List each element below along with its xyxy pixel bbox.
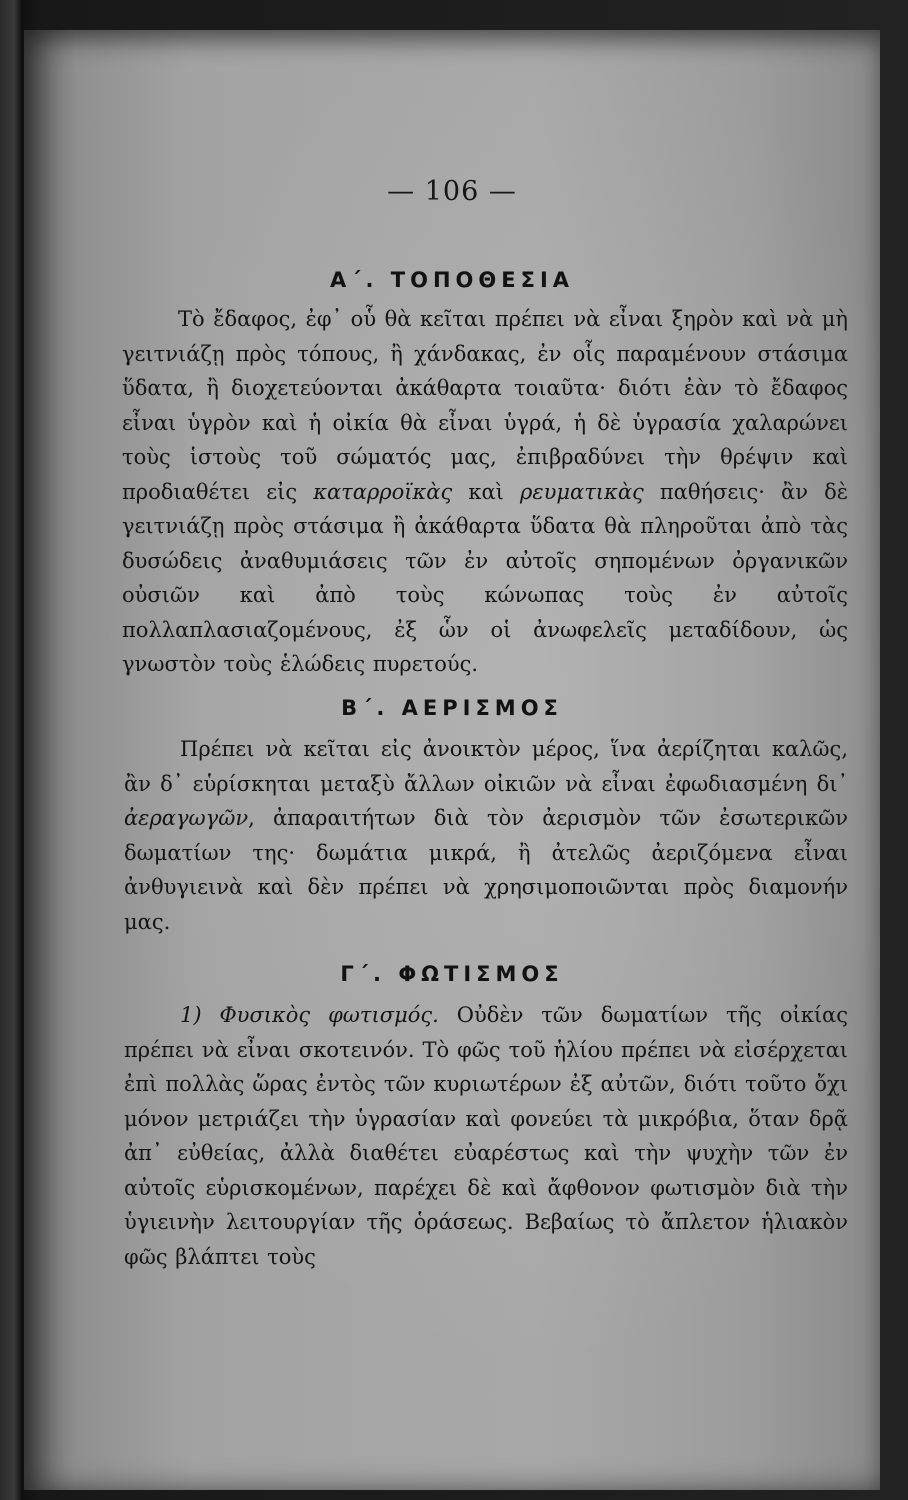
paragraph-text: Οὐδὲν τῶν δωματίων τῆς οἰκίας πρέπει νὰ εἶναι σκοτεινόν. Τὸ φῶς τοῦ ἡλίου πρέπει νὰ εἰσέρχεται ἐπὶ πολλὰς ὥρας ἐντὸς τῶν κυριωτέρων ἐξ αὐτῶν, διότι τοῦτο ὄχι μόνον μετριάζει τὴν ὑγρασίαν καὶ φονεύει τὰ μικρόβια, ὅταν δρᾷ ἀπ᾽ εὐθείας, ἀλλὰ διαθέτει εὐαρέστως καὶ τὴν ψυχὴν τῶν ἐν αὐτοῖς εὑρισκομένων, παρέχει δὲ καὶ ἄφθονον φωτισμὸν διὰ τὴν ὑγιεινὴν λειτουργίαν τῆς ὁράσεως. Βεβαίως τὸ ἄπλετον ἡλιακὸν φῶς βλάπτει τοὺς (124, 1003, 849, 1269)
paragraph-text: παθήσεις· ἂν δὲ γειτνιάζῃ πρὸς στάσιμα ἢ ἀκάθαρτα ὕδατα θὰ πληροῦται ἀπὸ τὰς δυσώδεις ἀναθυμιάσεις τῶν ἐν αὐτοῖς σηπομένων ὀργανικῶν οὐσιῶν καὶ ἀπὸ τοὺς κώνωπας τοὺς ἐν αὐτοῖς πολλαπλασιαζομένους, ἐξ ὧν οἱ ἀνωφελεῖς μεταδίδουν, ὡς γνωστὸν τοὺς ἑλώδεις πυρετούς. (122, 479, 849, 676)
page-number: — 106 — (387, 176, 517, 207)
section-paragraph-topothesia (122, 302, 848, 682)
section-heading-topothesia: Α΄. ΤΟΠΟΘΕΣΙΑ (329, 268, 575, 292)
section-paragraph-aerismos (124, 732, 848, 939)
section-paragraph-fotismos (124, 998, 848, 1274)
italic-term: ἀεραγωγῶν (124, 806, 249, 830)
italic-term: καταρροϊκὰς (313, 479, 453, 504)
paragraph-text: καὶ (452, 479, 520, 504)
italic-term: 1) Φυσικὸς φωτισμός. (180, 1003, 439, 1027)
book-page (24, 30, 880, 1490)
section-heading-fotismos: Γ΄. ΦΩΤΙΣΜΟΣ (340, 962, 564, 986)
paragraph-text: Πρέπει νὰ κεῖται εἰς ἀνοικτὸν μέρος, ἵνα ἀερίζηται καλῶς, ἂν δ᾽ εὑρίσκηται μεταξὺ ἄλλων οἰκιῶν νὰ εἶναι ἐφωδιασμένη δι᾽ (124, 737, 848, 796)
section-heading-aerismos: Β΄. ΑΕΡΙΣΜΟΣ (341, 696, 563, 720)
paragraph-text: Τὸ ἔδαφος, ἐφ᾽ οὗ θὰ κεῖται πρέπει νὰ εἶναι ξηρὸν καὶ νὰ μὴ γειτνιάζῃ πρὸς τόπους, ἢ χάνδακας, ἐν οἷς παραμένουν στάσιμα ὕδατα, ἢ διοχετεύονται ἀκάθαρτα τοιαῦτα· διότι ἐὰν τὸ ἔδαφος εἶναι ὑγρὸν καὶ ἡ οἰκία θὰ εἶναι ὑγρά, ἡ δὲ ὑγρασία χαλαρώνει τοὺς ἱστοὺς τοῦ σώματός μας, ἐπιβραδύνει τὴν θρέψιν καὶ προδιαθέτει εἰς (122, 307, 848, 504)
italic-term: ρευματικὰς (519, 479, 644, 504)
paragraph-text: , ἀπαραιτήτων διὰ τὸν ἀερισμὸν τῶν ἐσωτερικῶν δωματίων της· δωμάτια μικρά, ἢ ἀτελῶς ἀεριζόμενα εἶναι ἀνθυγιεινὰ καὶ δὲν πρέπει νὰ χρησιμοποιῶνται πρὸς διαμονήν μας. (124, 806, 848, 934)
